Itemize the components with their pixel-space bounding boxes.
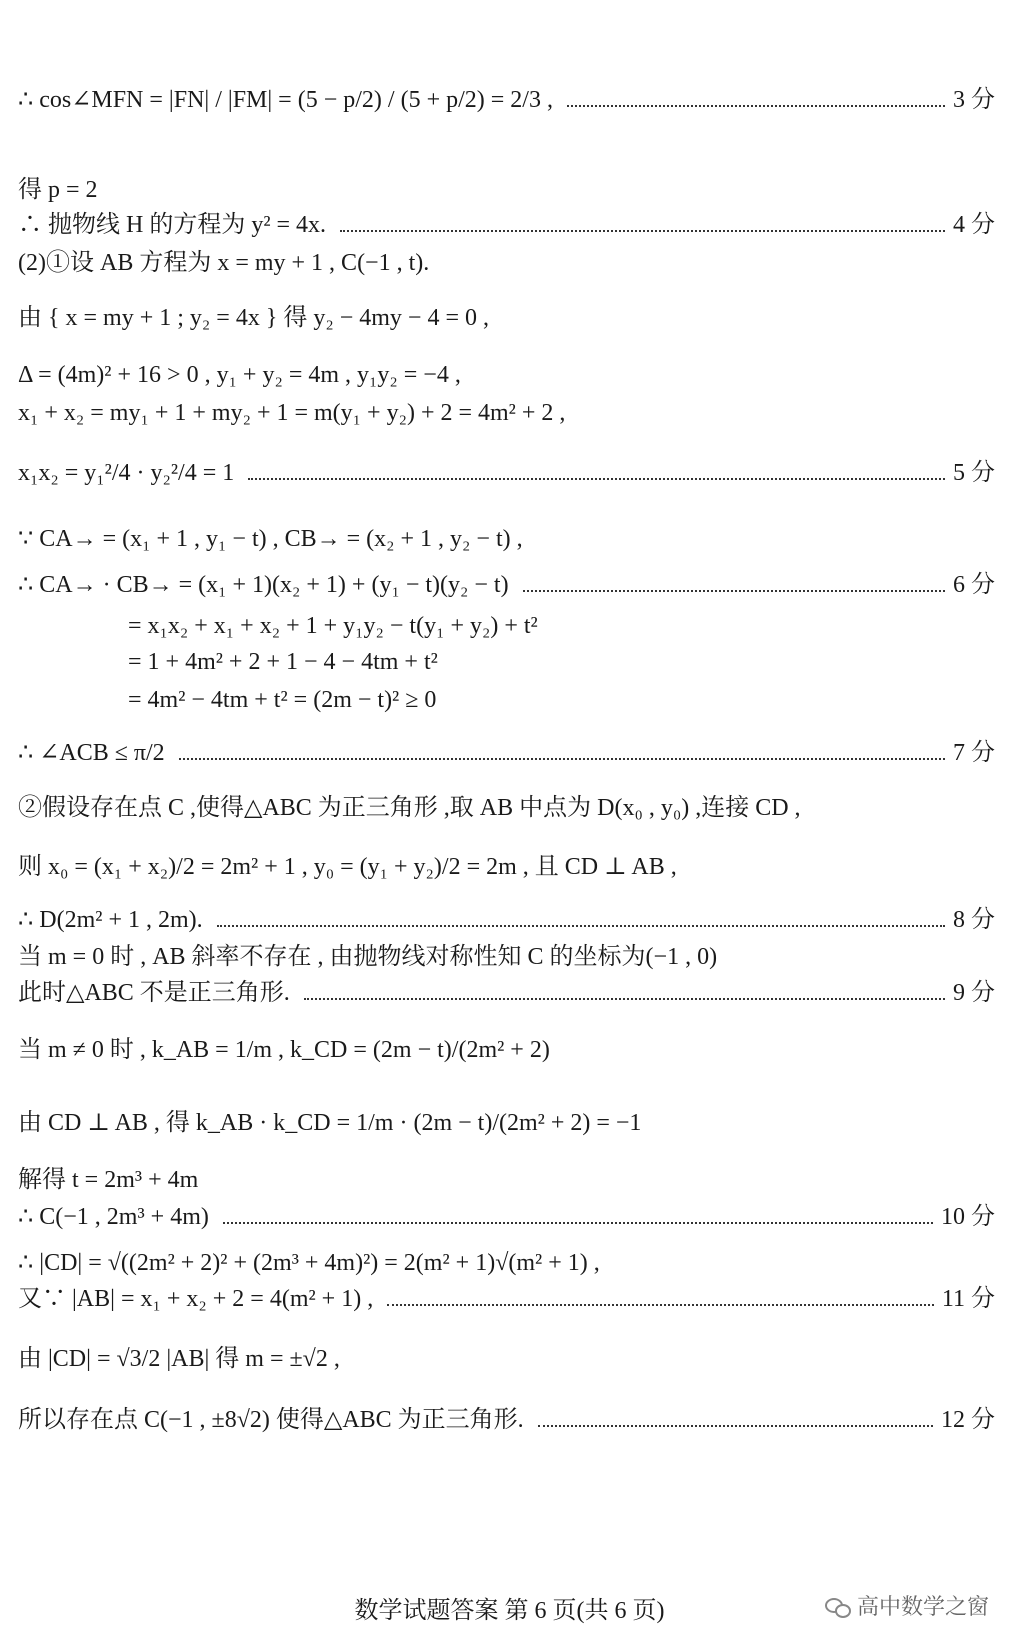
solution-line-text: = 4m² − 4tm + t² = (2m − t)² ≥ 0 bbox=[128, 687, 437, 713]
solution-line bbox=[128, 685, 995, 715]
dot-leader bbox=[179, 758, 945, 760]
solution-line-text: 又∵ |AB| = x₁ + x₂ + 2 = 4(m² + 1) , bbox=[18, 1286, 374, 1312]
dot-leader bbox=[538, 1425, 933, 1427]
solution-line bbox=[18, 524, 995, 554]
solution-line bbox=[18, 303, 995, 333]
solution-line-text: ∴ 抛物线 H 的方程为 y² = 4x. bbox=[18, 212, 327, 238]
solution-line-text: 当 m ≠ 0 时 , k_AB = 1/m , k_CD = (2m − t)/(2m² + 2) bbox=[18, 1037, 550, 1063]
solution-line-text: 则 x₀ = (x₁ + x₂)/2 = 2m² + 1 , y₀ = (y₁ + y₂)/2 = 2m , 且 CD ⊥ AB , bbox=[18, 854, 677, 880]
wechat-icon bbox=[825, 1596, 851, 1616]
solution-line bbox=[18, 175, 995, 205]
solution-line-text: ∴ CA→ · CB→ = (x₁ + 1)(x₂ + 1) + (y₁ − t)(y₂ − t) bbox=[18, 572, 509, 598]
solution-line bbox=[18, 1284, 995, 1314]
solution-line-text: ∴ cos∠MFN = |FN| / |FM| = (5 − p/2) / (5 + p/2) = 2/3 , bbox=[18, 87, 553, 113]
solution-line-text: 所以存在点 C(−1 , ±8√2) 使得△ABC 为正三角形. bbox=[18, 1407, 524, 1433]
dot-leader bbox=[248, 478, 945, 480]
dot-leader bbox=[223, 1222, 933, 1224]
solution-line bbox=[18, 570, 995, 600]
dot-leader bbox=[567, 105, 945, 107]
solution-line bbox=[18, 1035, 995, 1065]
solution-line bbox=[18, 1405, 995, 1435]
solution-line-text: ∴ |CD| = √((2m² + 2)² + (2m³ + 4m)²) = 2(m² + 1)√(m² + 1) , bbox=[18, 1250, 600, 1276]
solution-line bbox=[18, 210, 995, 240]
solution-line-text: (2)①设 AB 方程为 x = my + 1 , C(−1 , t). bbox=[18, 250, 430, 276]
watermark-text: 高中数学之窗 bbox=[856, 1595, 989, 1620]
score-mark: 11 分 bbox=[941, 1286, 995, 1312]
solution-line bbox=[18, 1108, 995, 1138]
solution-line-text: = 1 + 4m² + 2 + 1 − 4 − 4tm + t² bbox=[128, 649, 438, 675]
score-mark: 3 分 bbox=[953, 87, 995, 113]
solution-line-text: ∴ ∠ACB ≤ π/2 bbox=[18, 740, 165, 766]
solution-line-text: 由 CD ⊥ AB , 得 k_AB · k_CD = 1/m · (2m − t)/(2m² + 2) = −1 bbox=[18, 1110, 642, 1136]
solution-line bbox=[18, 738, 995, 768]
score-mark: 12 分 bbox=[941, 1407, 995, 1433]
solution-line-text: 由 |CD| = √3/2 |AB| 得 m = ±√2 , bbox=[18, 1346, 340, 1372]
solution-line bbox=[18, 85, 995, 115]
dot-leader bbox=[217, 925, 945, 927]
solution-line-text: ∴ D(2m² + 1 , 2m). bbox=[18, 907, 203, 933]
solution-line bbox=[18, 1344, 995, 1374]
solution-line bbox=[18, 1248, 995, 1278]
score-mark: 8 分 bbox=[953, 907, 995, 933]
solution-line-text: 得 p = 2 bbox=[18, 177, 98, 203]
solution-line bbox=[18, 248, 995, 278]
solution-line-text: 当 m = 0 时 , AB 斜率不存在 , 由抛物线对称性知 C 的坐标为(−1 , 0) bbox=[18, 944, 718, 970]
score-mark: 7 分 bbox=[953, 740, 995, 766]
solution-line-text: x₁x₂ = y₁²/4 · y₂²/4 = 1 bbox=[18, 460, 235, 486]
solution-line-text: 解得 t = 2m³ + 4m bbox=[18, 1167, 199, 1193]
solution-line-text: 此时△ABC 不是正三角形. bbox=[18, 980, 290, 1006]
page-footer: 数学试题答案 第 6 页(共 6 页) bbox=[354, 1598, 665, 1624]
solution-line-text: 由 { x = my + 1 ; y₂ = 4x } 得 y₂ − 4my − 4 = 0 , bbox=[18, 305, 489, 331]
dot-leader bbox=[523, 590, 945, 592]
score-mark: 9 分 bbox=[953, 980, 995, 1006]
solution-line bbox=[18, 905, 995, 935]
solution-line bbox=[18, 398, 995, 428]
solution-line-text: ∵ CA→ = (x₁ + 1 , y₁ − t) , CB→ = (x₂ + 1 , y₂ − t) , bbox=[18, 526, 523, 552]
solution-line-text: x₁ + x₂ = my₁ + 1 + my₂ + 1 = m(y₁ + y₂) + 2 = 4m² + 2 , bbox=[18, 400, 566, 426]
solution-line bbox=[18, 360, 995, 390]
solution-line bbox=[18, 942, 995, 972]
solution-line bbox=[18, 793, 995, 823]
score-mark: 5 分 bbox=[953, 460, 995, 486]
solution-line bbox=[18, 1202, 995, 1232]
solution-line-text: ②假设存在点 C ,使得△ABC 为正三角形 ,取 AB 中点为 D(x₀ , y₀) ,连接 CD , bbox=[18, 795, 801, 821]
solution-line bbox=[18, 852, 995, 882]
solution-line bbox=[128, 647, 995, 677]
solution-line bbox=[18, 458, 995, 488]
solution-line bbox=[18, 978, 995, 1008]
dot-leader bbox=[387, 1304, 934, 1306]
score-mark: 4 分 bbox=[953, 212, 995, 238]
watermark bbox=[825, 1590, 989, 1621]
score-mark: 6 分 bbox=[953, 572, 995, 598]
solution-line-text: Δ = (4m)² + 16 > 0 , y₁ + y₂ = 4m , y₁y₂ = −4 , bbox=[18, 362, 461, 388]
solution-line bbox=[128, 611, 995, 641]
score-mark: 10 分 bbox=[941, 1204, 995, 1230]
solution-line-text: ∴ C(−1 , 2m³ + 4m) bbox=[18, 1204, 209, 1230]
dot-leader bbox=[340, 230, 945, 232]
solution-line-text: = x₁x₂ + x₁ + x₂ + 1 + y₁y₂ − t(y₁ + y₂) + t² bbox=[128, 613, 538, 639]
dot-leader bbox=[304, 998, 945, 1000]
solution-line bbox=[18, 1165, 995, 1195]
